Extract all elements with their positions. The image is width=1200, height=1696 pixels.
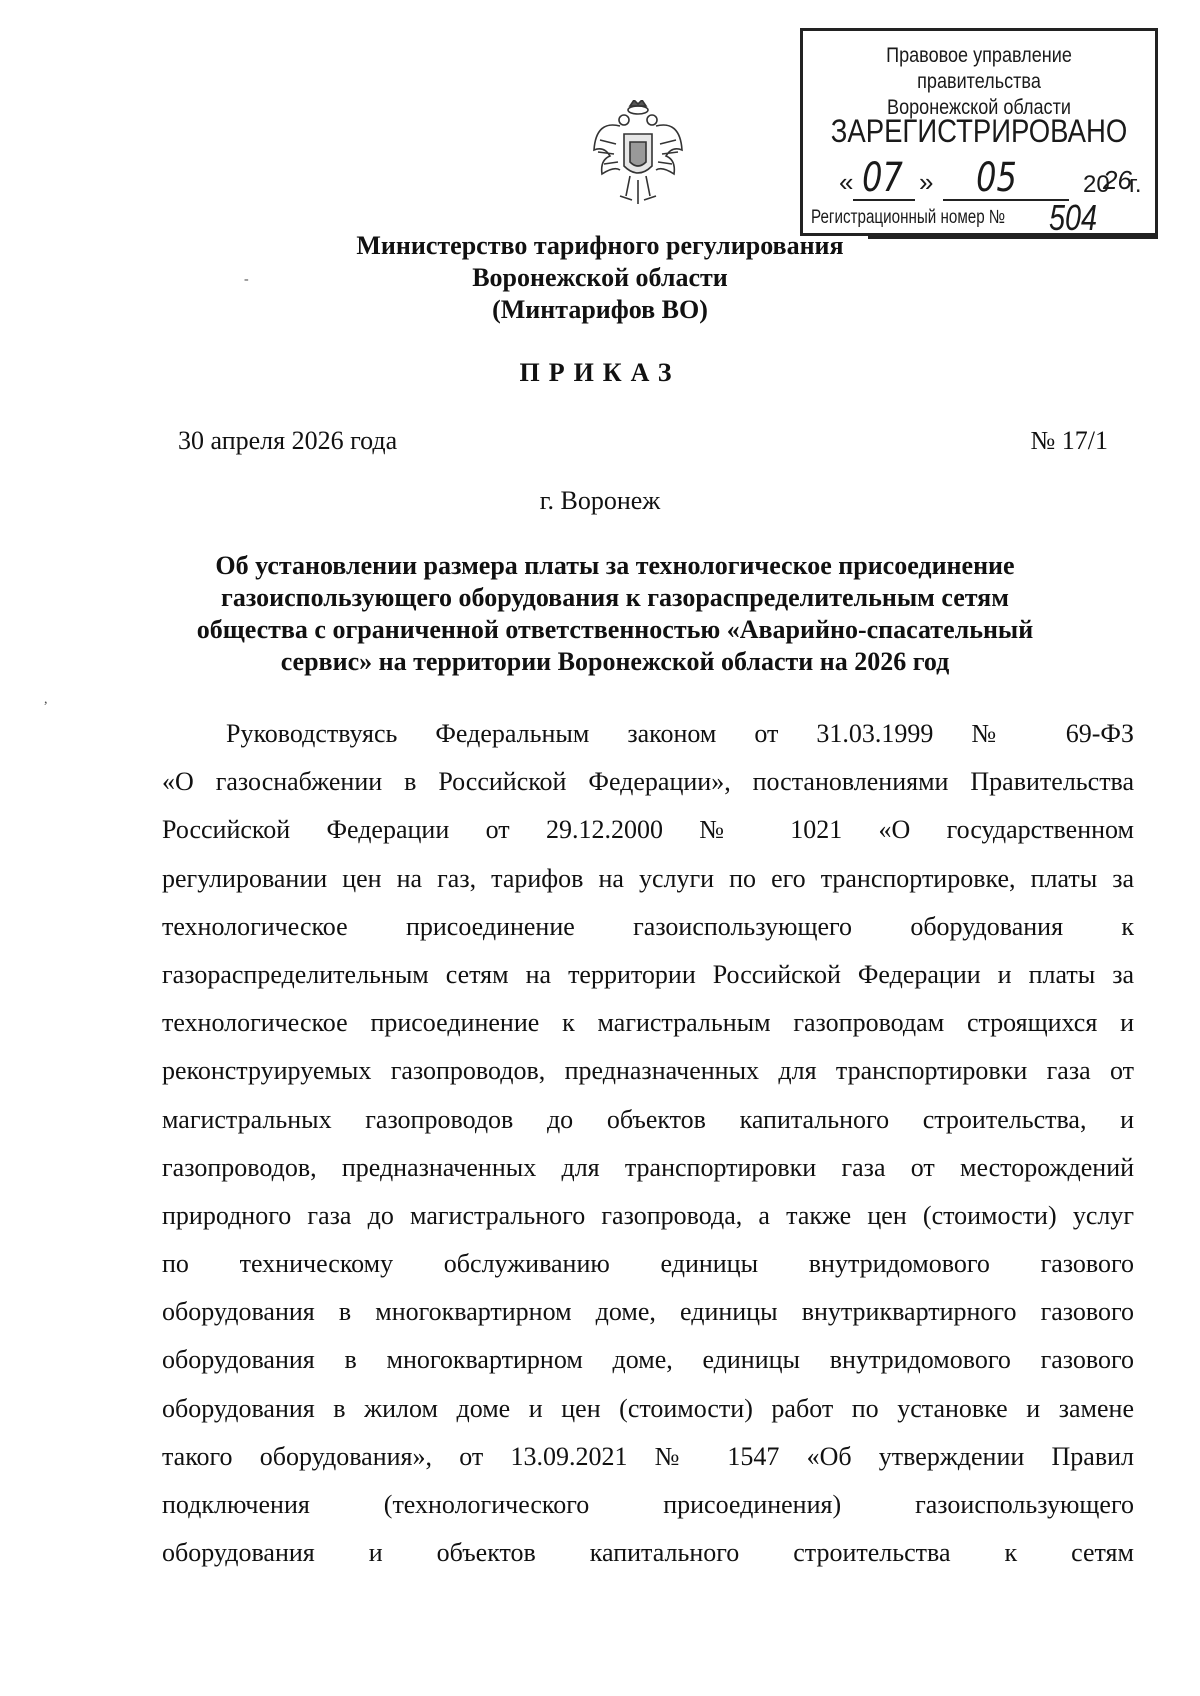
stamp-registered-label: ЗАРЕГИСТРИРОВАНО — [830, 113, 1128, 149]
body-line: оборудования и объектов капитального строительства к сетям — [162, 1538, 1134, 1568]
stamp-organization — [828, 43, 1131, 121]
body-line: подключения (технологического присоединения) газоиспользующего — [162, 1490, 1134, 1519]
body-line: газопроводов, предназначенных для транспортировки газа от месторождений — [162, 1152, 1135, 1182]
stamp-quote-open: « — [839, 167, 854, 197]
ministry-name: Министерство тарифного регулирования — [356, 231, 844, 260]
body-line: технологическое присоединение газоиспользующего оборудования к — [162, 911, 1134, 941]
order-date: 30 апреля 2026 года — [178, 426, 398, 455]
order-number: № 17/1 — [1030, 426, 1108, 455]
subject-line: общества с ограниченной ответственностью «Аварийно-спасательный — [196, 615, 1034, 644]
order-body-text — [162, 710, 1134, 1577]
body-line: природного газа до магистрального газопровода, а также цен (стоимости) услуг — [162, 1200, 1134, 1230]
document-type: ПРИКАЗ — [519, 358, 681, 387]
order-subject — [180, 550, 1050, 678]
body-line: регулировании цен на газ, тарифов на услуги по его транспортировке, платы за — [162, 863, 1135, 893]
ministry-header — [300, 230, 900, 326]
ministry-short-name: (Минтарифов ВО) — [492, 295, 708, 324]
stamp-reg-number-line — [1031, 233, 1143, 235]
body-line: газораспределительным сетям на территории Российской Федерации и платы за — [162, 959, 1134, 989]
body-line: по техническому обслуживанию единицы внутридомового газового — [162, 1249, 1135, 1279]
body-line: технологическое присоединение к магистральным газопроводам строящихся и — [162, 1008, 1135, 1038]
stamp-month: 05 — [976, 155, 1017, 201]
body-line: такого оборудования», от 13.09.2021 № 1547 «Об утверждении Правил — [162, 1441, 1134, 1471]
order-city: г. Воронеж — [539, 486, 661, 515]
stamp-org-line: Воронежской области — [887, 96, 1071, 119]
coat-of-arms-icon — [590, 100, 686, 210]
body-line: магистральных газопроводов до объектов капитального строительства, и — [162, 1104, 1134, 1134]
stamp-day-line — [853, 199, 915, 201]
stamp-year-prefix: 20 — [1083, 171, 1110, 198]
body-line: оборудования в жилом доме и цен (стоимости) работ по установке и замене — [162, 1393, 1134, 1423]
stamp-quote-close: » — [919, 167, 934, 197]
body-line: оборудования в многоквартирном доме, единицы внутриквартирного газового — [162, 1297, 1134, 1327]
stamp-reg-number: 504 — [1049, 197, 1098, 238]
scan-mark: - — [244, 272, 249, 287]
stamp-year-g: г. — [1129, 171, 1142, 198]
stamp-org-line: Правовое управление правительства — [886, 44, 1072, 93]
body-line: оборудования в многоквартирном доме, единицы внутридомового газового — [162, 1345, 1134, 1375]
stamp-reg-number-label: Регистрационный номер № — [811, 207, 1006, 228]
stamp-underline — [868, 236, 1158, 239]
body-line: Российской Федерации от 29.12.2000 № 1021 «О государственном — [162, 815, 1135, 845]
registration-stamp — [800, 28, 1158, 236]
subject-line: Об установлении размера платы за технологическое присоединение — [215, 551, 1015, 580]
scan-mark: , — [44, 692, 48, 707]
body-line: Руководствуясь Федеральным законом от 31.03.1999 № 69-ФЗ — [226, 719, 1134, 748]
ministry-region: Воронежской области — [472, 263, 728, 292]
body-line: реконструируемых газопроводов, предназначенных для транспортировки газа от — [162, 1056, 1135, 1086]
body-line: «О газоснабжении в Российской Федерации», постановлениями Правительства — [162, 767, 1135, 797]
stamp-year-suffix: 26 — [1103, 165, 1132, 195]
stamp-day: 07 — [862, 155, 903, 201]
subject-line: газоиспользующего оборудования к газораспределительным сетям — [221, 583, 1009, 612]
subject-line: сервис» на территории Воронежской области на 2026 год — [280, 647, 950, 676]
